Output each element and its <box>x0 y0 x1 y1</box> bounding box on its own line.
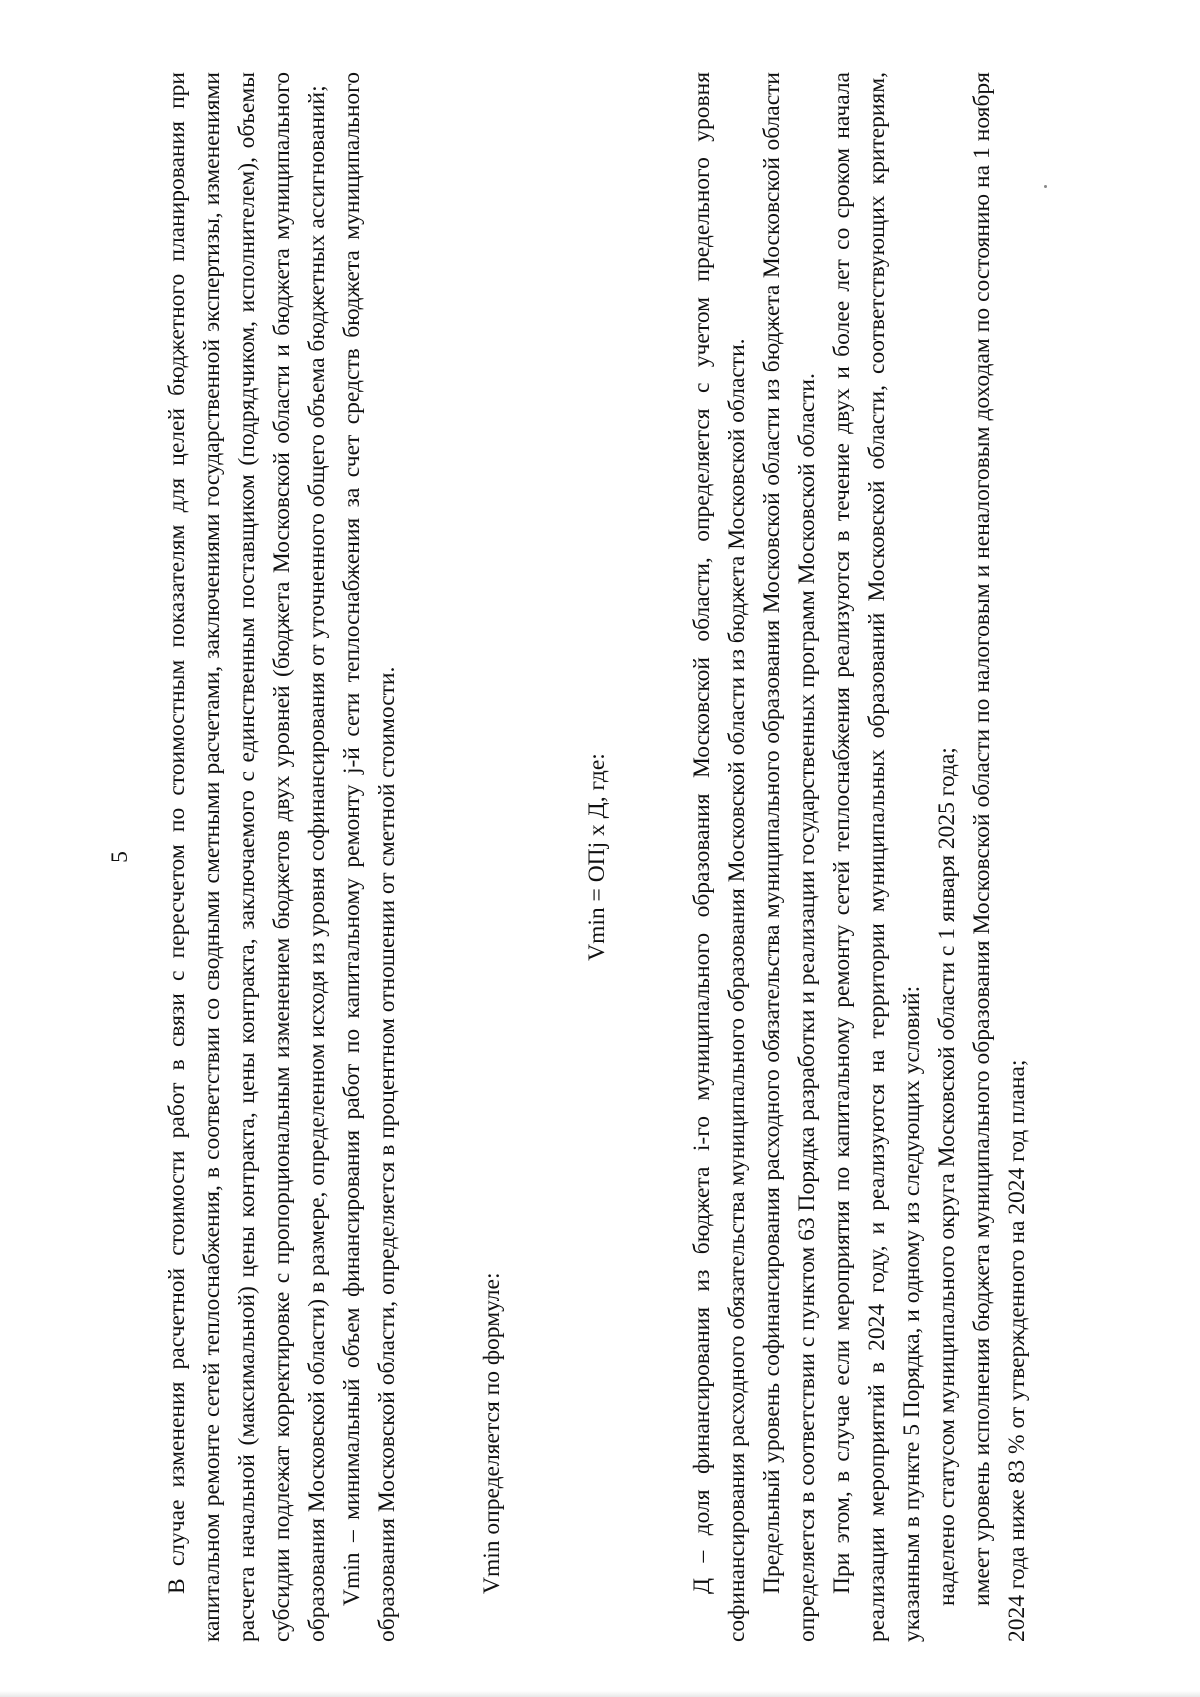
page-number: 5 <box>107 851 133 863</box>
scan-edge <box>0 1691 1200 1697</box>
paragraph-max-level: Предельный уровень софинансирования расходного обязательства муниципального образования Московской области из бюджета Московской области определяется в соответствии с пунктом 63 Порядка разработки и реализации государственных программ Московской области. <box>759 72 820 1642</box>
paragraph-vmin-definition: Vmin – минимальный объем финансирования работ по капитальному ремонту j-й сети теплоснабжения за счет средств бюджета муниципального образования Московской области, определяется в процентном отношении от сметной стоимости. <box>339 72 400 1642</box>
condition-item: имеет уровень исполнения бюджета муниципального образования Московской области по налоговым и неналоговым доходам по состоянию на 1 ноября 2024 года ниже 83 % от утвержденного на 2024 год плана; <box>969 72 1030 1642</box>
paragraph-share-definition: Д – доля финансирования из бюджета i-го муниципального образования Московской области, определяется с учетом предельного уровня софинансирования расходного обязательства муниципального образования Московской области из бюджета Московской области. <box>689 72 750 1642</box>
scan-speck <box>1044 185 1047 188</box>
paragraph-cost-change: В случае изменения расчетной стоимости работ в связи с пересчетом по стоимостным показателям для целей бюджетного планирования при капитальном ремонте сетей теплоснабжения, в соответствии со сводными сметными расчетами, заключениями государственной экспертизы, изменениями расчета начальной (максимальной) цены контракта, цены контракта, заключаемого с единственным поставщиком (подрядчиком, исполнителем), объемы субсидии подлежат корректировке с пропорциональным изменением бюджетов двух уровней (бюджета Московской области и бюджета муниципального образования Московской области) в размере, определенном исходя из уровня софинансирования от уточненного общего объема бюджетных ассигнований; <box>164 72 330 1642</box>
paragraph-conditions-intro: При этом, в случае если мероприятия по капитальному ремонту сетей теплоснабжения реализуются в течение двух и более лет со сроком начала реализации мероприятий в 2024 году, и реализуются на территории муниципальных образований Московской области, соответствующих критериям, указанным в пункте 5 Порядка, и одному из следующих условий: <box>829 72 925 1642</box>
rotated-text-block <box>80 72 1080 1642</box>
condition-item: наделено статусом муниципального округа Московской области с 1 января 2025 года; <box>934 747 960 1606</box>
formula: Vmin = ОПj х Д, где: <box>584 753 610 961</box>
formula-intro: Vmin определяется по формуле: <box>479 1272 505 1594</box>
